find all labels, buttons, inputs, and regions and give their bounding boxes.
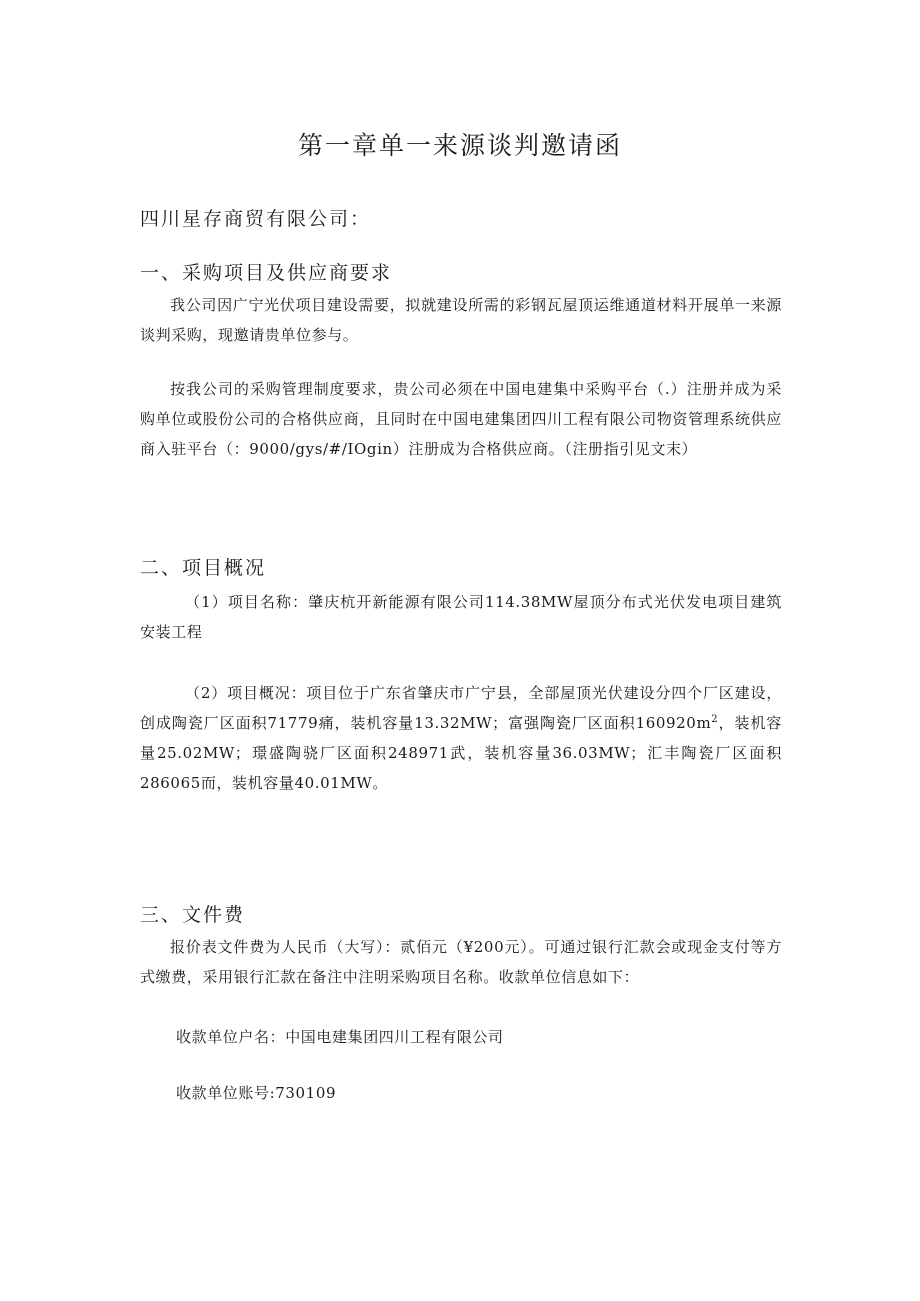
project-summary-part-1: （2）项目概况：项目位于广东省肇庆市广宁县，全部屋顶光伏建设分四个厂区建设，创成陶瓷厂区面积71779痛，装机容量13.32MW；富强陶瓷厂区面积160920m (140, 684, 782, 732)
section-heading-document-fee: 三、文件费 (140, 904, 246, 926)
paragraph-project-summary (140, 678, 782, 798)
payee-account-name: 收款单位户名：中国电建集团四川工程有限公司 (176, 1028, 504, 1046)
document-title: 第一章单一来源谈判邀请函 (297, 131, 622, 160)
section-heading-project-overview: 二、项目概况 (140, 557, 267, 579)
addressee: 四川星存商贸有限公司： (140, 208, 372, 230)
section-heading-procurement: 一、采购项目及供应商要求 (140, 262, 393, 284)
square-superscript: 2 (711, 714, 719, 725)
project-summary-part-2: ，装机容量25.02MW；璟盛陶骁厂区面积248971武，装机容量36.03MW；汇丰陶瓷厂区面积286065而，装机容量40.01MW。 (140, 714, 782, 792)
payee-account-number: 收款单位账号:730109 (176, 1084, 337, 1102)
paragraph-document-fee: 报价表文件费为人民币（大写）：贰佰元（¥200元）。可通过银行汇款会或现金支付等方式缴费，采用银行汇款在备注中注明采购项目名称。收款单位信息如下： (140, 938, 782, 986)
paragraph-supplier-requirements: 按我公司的采购管理制度要求，贵公司必须在中国电建集中采购平台（.）注册并成为采购单位或股份公司的合格供应商，且同时在中国电建集团四川工程有限公司物资管理系统供应商入驻平台（：9000/gys/#/IOgin）注册成为合格供应商。（注册指引见文末） (140, 380, 782, 458)
paragraph-procurement-intro: 我公司因广宁光伏项目建设需要，拟就建设所需的彩钢瓦屋顶运维通道材料开展单一来源谈判采购，现邀请贵单位参与。 (140, 296, 782, 344)
paragraph-project-name: （1）项目名称：肇庆杭开新能源有限公司114.38MW屋顶分布式光伏发电项目建筑安装工程 (140, 593, 782, 641)
